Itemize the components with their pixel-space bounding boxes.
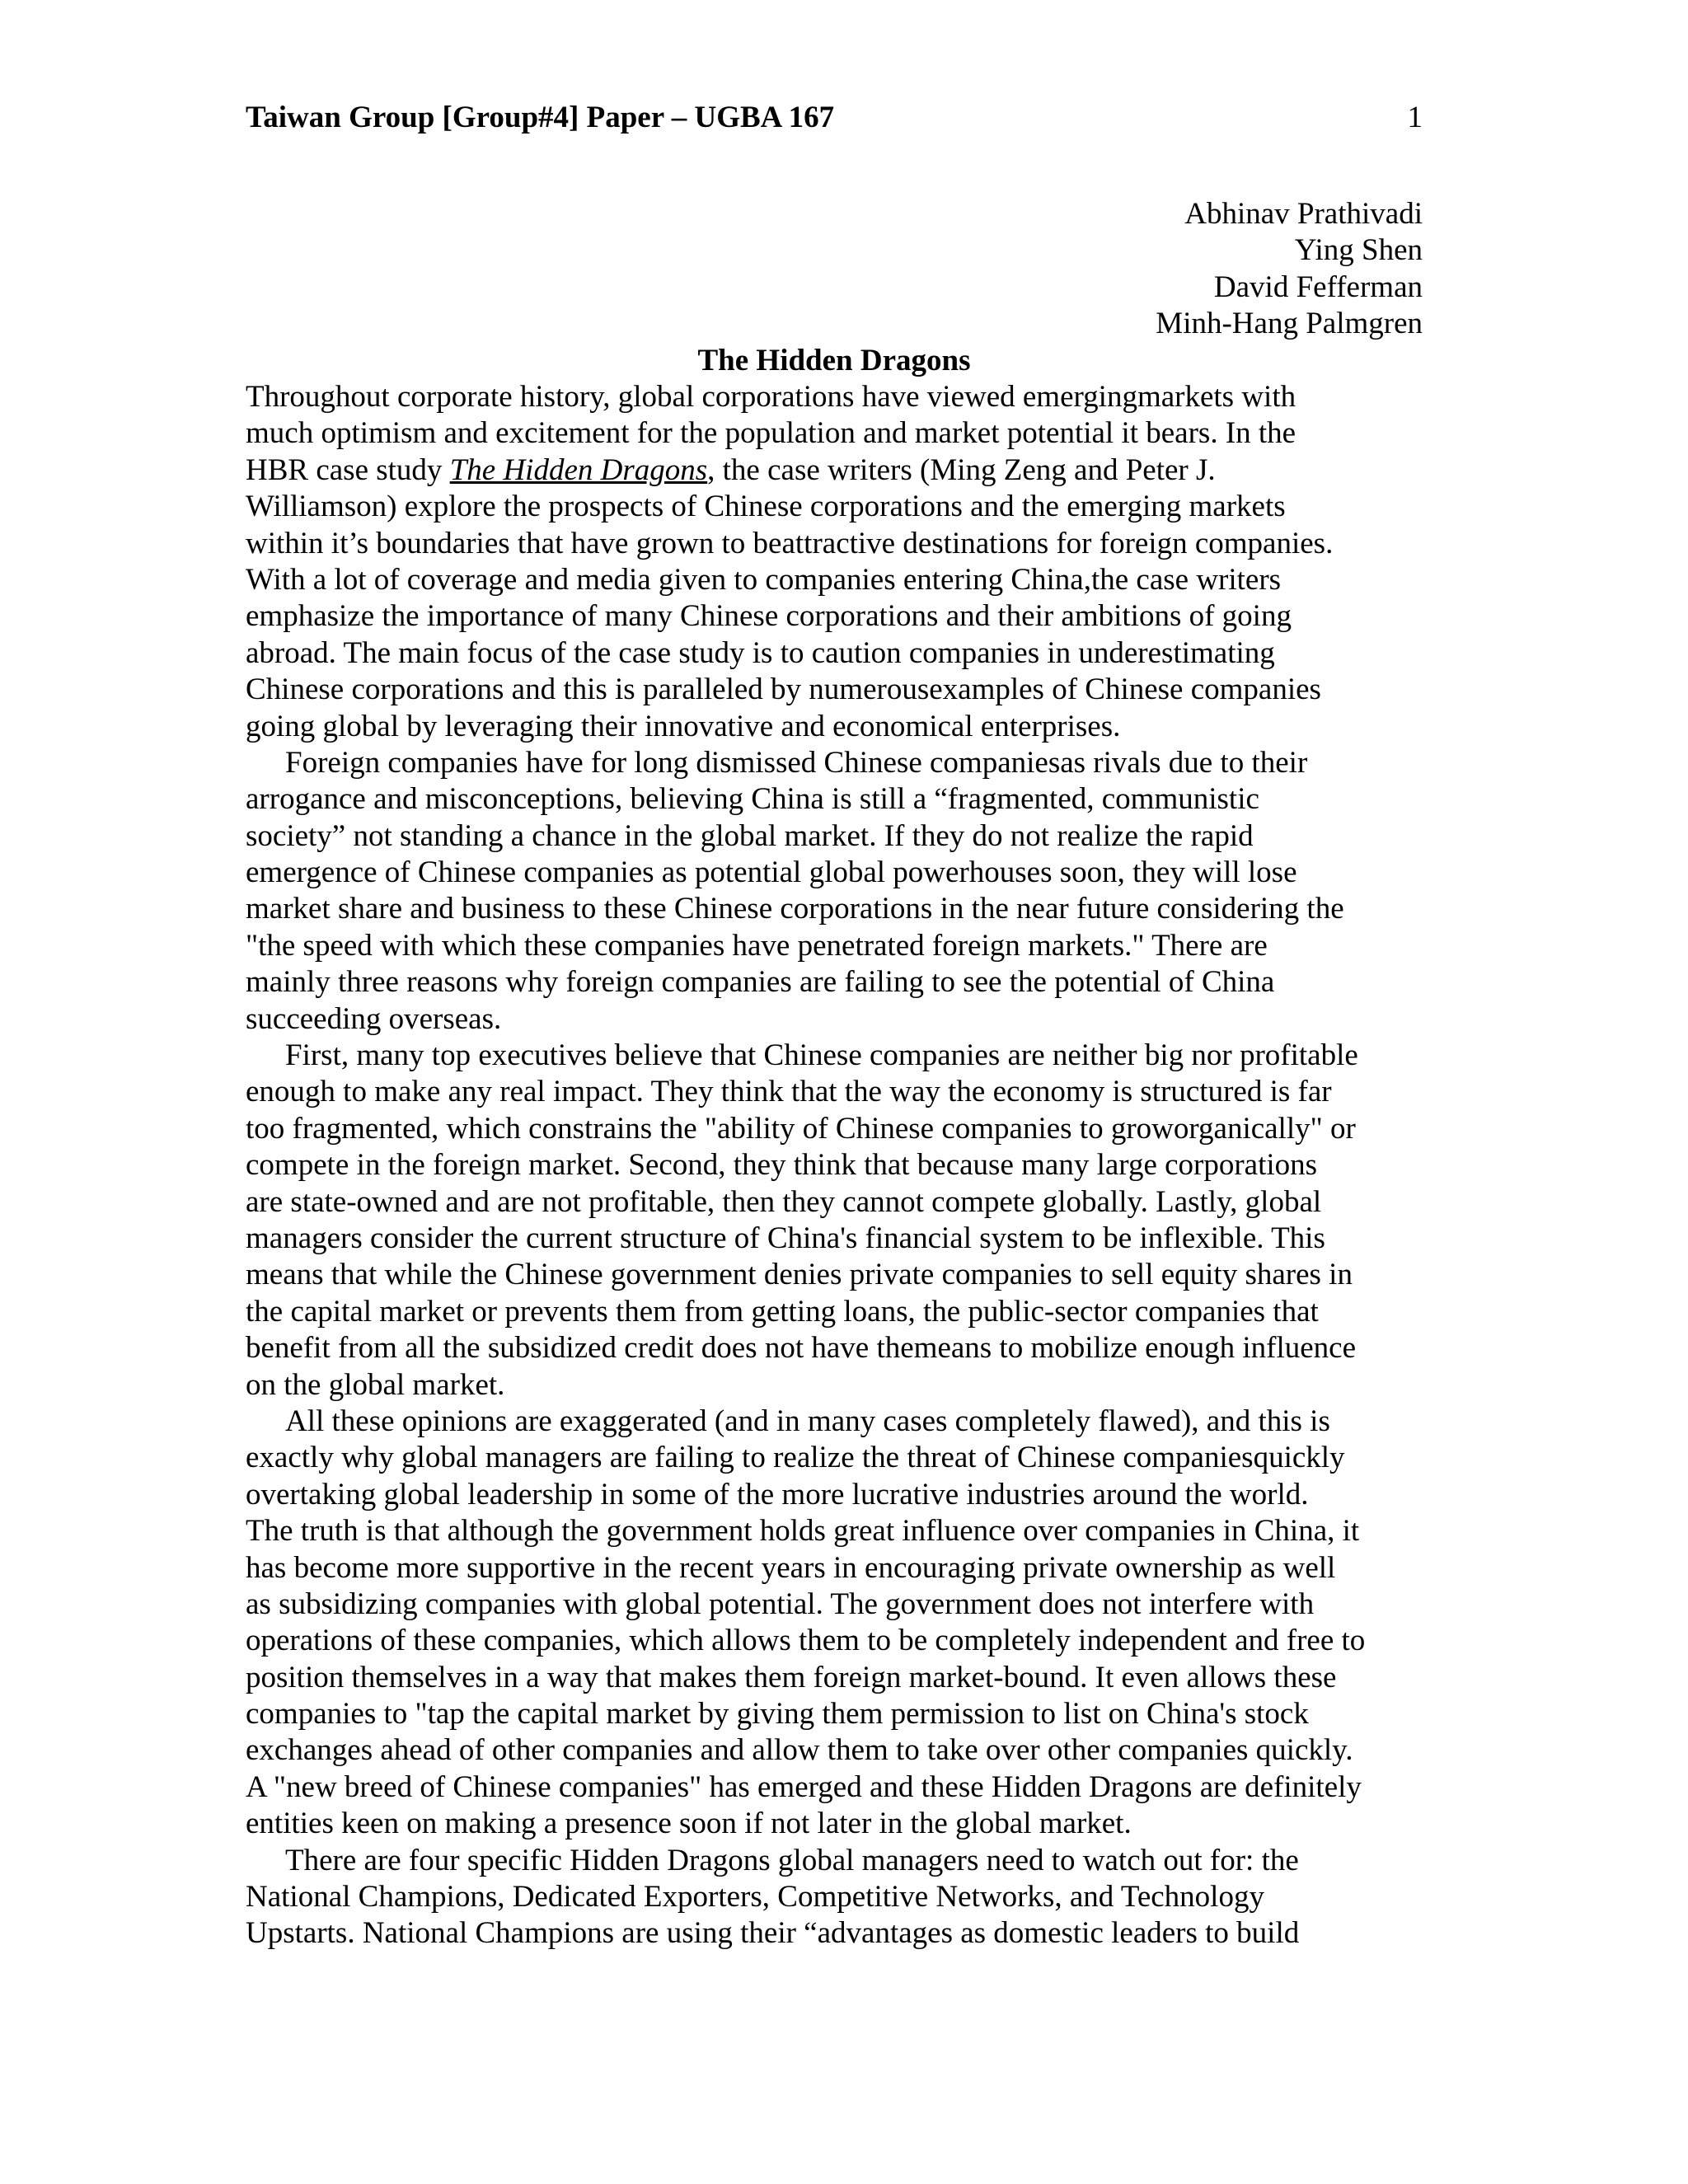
text-line: Foreign companies have for long dismissed Chinese companiesas rivals due to their bbox=[285, 745, 1308, 780]
body-text bbox=[246, 379, 1432, 1952]
text-span: HBR case study bbox=[246, 452, 450, 487]
text-line: companies to "tap the capital market by giving them permission to list on China's stock bbox=[246, 1697, 1309, 1732]
text-line: With a lot of coverage and media given to companies entering China,the case writers bbox=[246, 562, 1282, 597]
text-line: Upstarts. National Champions are using their “advantages as domestic leaders to build bbox=[246, 1916, 1300, 1951]
text-line: means that while the Chinese government denies private companies to sell equity shares in bbox=[246, 1258, 1353, 1292]
text-line: on the global market. bbox=[246, 1367, 505, 1402]
text-line bbox=[246, 452, 1432, 489]
case-study-citation: The Hidden Dragons bbox=[449, 452, 708, 487]
text-line: as subsidizing companies with global potential. The government does not interfere with bbox=[246, 1586, 1315, 1621]
text-line: position themselves in a way that makes them foreign market-bound. It even allows these bbox=[246, 1660, 1337, 1694]
author-name: David Fefferman bbox=[1213, 269, 1423, 304]
author-name: Minh-Hang Palmgren bbox=[1156, 307, 1423, 341]
text-line: "the speed with which these companies have penetrated foreign markets." There are bbox=[246, 928, 1268, 963]
text-line: society” not standing a chance in the global market. If they do not realize the rapid bbox=[246, 818, 1254, 853]
text-line: overtaking global leadership in some of the more lucrative industries around the world. bbox=[246, 1477, 1309, 1511]
page-number: 1 bbox=[1407, 101, 1423, 134]
text-line: All these opinions are exaggerated (and in many cases completely flawed), and this is bbox=[285, 1404, 1330, 1438]
text-line: managers consider the current structure of China's financial system to be inflexible. This bbox=[246, 1221, 1325, 1255]
text-line: too fragmented, which constrains the "ability of Chinese companies to groworganically" or bbox=[246, 1111, 1356, 1146]
text-line: much optimism and excitement for the population and market potential it bears. In the bbox=[246, 416, 1296, 451]
text-line: Chinese corporations and this is paralleled by numerousexamples of Chinese companies bbox=[246, 673, 1321, 707]
text-line: within it’s boundaries that have grown to beattractive destinations for foreign companies. bbox=[246, 526, 1334, 560]
text-line: entities keen on making a presence soon if not later in the global market. bbox=[246, 1807, 1132, 1841]
text-line: A "new breed of Chinese companies" has emerged and these Hidden Dragons are definitely bbox=[246, 1769, 1362, 1804]
text-line: emphasize the importance of many Chinese corporations and their ambitions of going bbox=[246, 599, 1292, 634]
author-name: Abhinav Prathivadi bbox=[1184, 197, 1423, 231]
text-line: The truth is that although the government holds great influence over companies in China, it bbox=[246, 1514, 1360, 1549]
text-line: going global by leveraging their innovative and economical enterprises. bbox=[246, 709, 1121, 743]
text-line: abroad. The main focus of the case study is to caution companies in underestimating bbox=[246, 635, 1275, 670]
text-line: are state-owned and are not profitable, then they cannot compete globally. Lastly, global bbox=[246, 1184, 1322, 1219]
document-title: The Hidden Dragons bbox=[697, 344, 971, 377]
text-line: Throughout corporate history, global corporations have viewed emergingmarkets with bbox=[246, 380, 1296, 414]
text-line: exactly why global managers are failing to realize the threat of Chinese companiesquickly bbox=[246, 1441, 1345, 1475]
text-line: market share and business to these Chinese corporations in the near future considering the bbox=[246, 892, 1344, 926]
text-line: compete in the foreign market. Second, they think that because many large corporations bbox=[246, 1148, 1318, 1183]
text-line: mainly three reasons why foreign companies are failing to see the potential of China bbox=[246, 965, 1275, 1000]
text-line: exchanges ahead of other companies and allow them to take over other companies quickly. bbox=[246, 1733, 1353, 1768]
text-line: the capital market or prevents them from getting loans, the public-sector companies that bbox=[246, 1294, 1319, 1329]
author-name: Ying Shen bbox=[1294, 233, 1423, 268]
text-line: succeeding overseas. bbox=[246, 1001, 502, 1036]
text-line: has become more supportive in the recent years in encouraging private ownership as well bbox=[246, 1550, 1336, 1585]
text-line: Williamson) explore the prospects of Chinese corporations and the emerging markets bbox=[246, 490, 1286, 524]
header-title: Taiwan Group [Group#4] Paper – UGBA 167 bbox=[246, 101, 835, 134]
text-line: arrogance and misconceptions, believing China is still a “fragmented, communistic bbox=[246, 782, 1259, 817]
author-list bbox=[1156, 196, 1423, 343]
text-line: enough to make any real impact. They think that the way the economy is structured is far bbox=[246, 1075, 1332, 1109]
text-line: operations of these companies, which allows them to be completely independent and free to bbox=[246, 1624, 1366, 1658]
text-line: National Champions, Dedicated Exporters, Competitive Networks, and Technology bbox=[246, 1880, 1264, 1915]
text-line: There are four specific Hidden Dragons global managers need to watch out for: the bbox=[285, 1843, 1299, 1877]
text-line: benefit from all the subsidized credit does not have themeans to mobilize enough influence bbox=[246, 1331, 1356, 1366]
text-line: emergence of Chinese companies as potential global powerhouses soon, they will lose bbox=[246, 855, 1297, 890]
running-header bbox=[246, 97, 1423, 138]
text-span: , the case writers (Ming Zeng and Peter J. bbox=[707, 452, 1216, 487]
text-line: First, many top executives believe that Chinese companies are neither big nor profitable bbox=[285, 1038, 1358, 1073]
